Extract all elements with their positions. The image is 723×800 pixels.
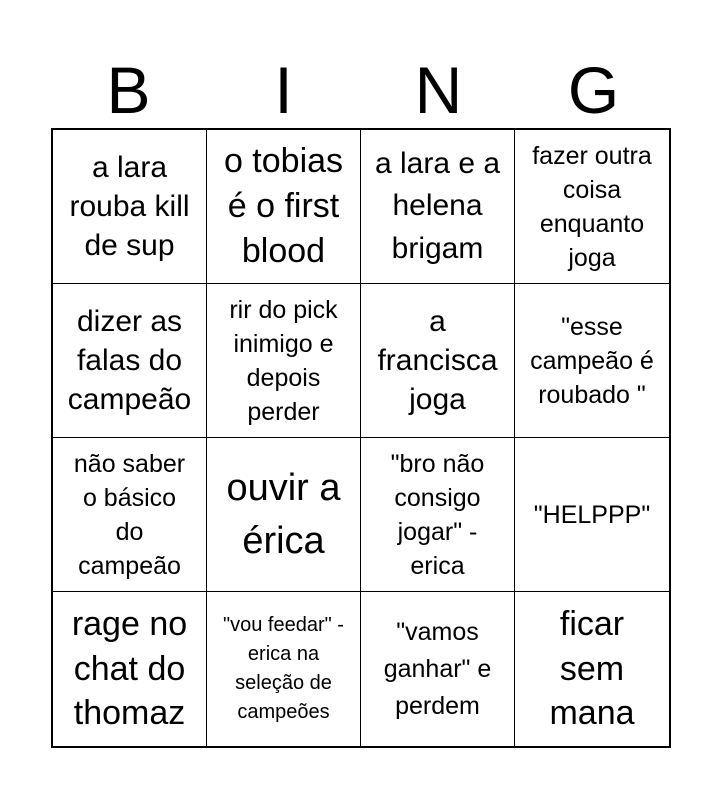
cell-text: rage no chat do thomaz — [71, 604, 188, 733]
bingo-cell[interactable] — [515, 284, 669, 438]
cell-text: "HELPPP" — [533, 500, 651, 529]
cell-text: "vamos ganhar" e perdem — [383, 617, 492, 720]
cell-text: "esse campeão é roubado " — [530, 312, 654, 409]
bingo-cell[interactable] — [515, 130, 669, 284]
cell-text: ouvir a érica — [226, 467, 341, 562]
bingo-cell[interactable] — [53, 592, 207, 746]
bingo-cell[interactable] — [53, 284, 207, 438]
cell-text: a lara e a helena brigam — [374, 146, 501, 265]
bingo-cell[interactable] — [361, 130, 515, 284]
bingo-cell[interactable] — [207, 592, 361, 746]
cell-text: dizer as falas do campeão — [67, 305, 192, 416]
bingo-cell[interactable] — [515, 438, 669, 592]
cell-text: o tobias é o first blood — [223, 142, 344, 270]
cell-text: a lara rouba kill de sup — [69, 151, 190, 262]
cell-text: rir do pick inimigo e depois perder — [229, 295, 338, 426]
bingo-cell[interactable] — [207, 284, 361, 438]
header-letter-g: G — [567, 53, 620, 127]
cell-text: "vou feedar" - erica na seleção de campeões — [223, 614, 344, 723]
bingo-cell[interactable] — [207, 130, 361, 284]
cell-text: "bro não consigo jogar" - erica — [390, 449, 485, 580]
bingo-header — [51, 52, 671, 128]
cell-text: não saber o básico do campeão — [73, 449, 186, 580]
bingo-cell[interactable] — [53, 438, 207, 592]
bingo-cell[interactable] — [515, 592, 669, 746]
header-letter-i: I — [274, 53, 293, 127]
bingo-cell[interactable] — [207, 438, 361, 592]
cell-text: ficar sem mana — [549, 604, 635, 733]
bingo-cell[interactable] — [361, 592, 515, 746]
header-letter-b: B — [106, 53, 151, 127]
bingo-cell[interactable] — [53, 130, 207, 284]
cell-text: a francisca joga — [377, 305, 498, 416]
cell-text: fazer outra coisa enquanto joga — [532, 141, 652, 272]
bingo-cell[interactable] — [361, 438, 515, 592]
bingo-board — [51, 128, 671, 748]
header-letter-n: N — [414, 53, 463, 127]
bingo-cell[interactable] — [361, 284, 515, 438]
